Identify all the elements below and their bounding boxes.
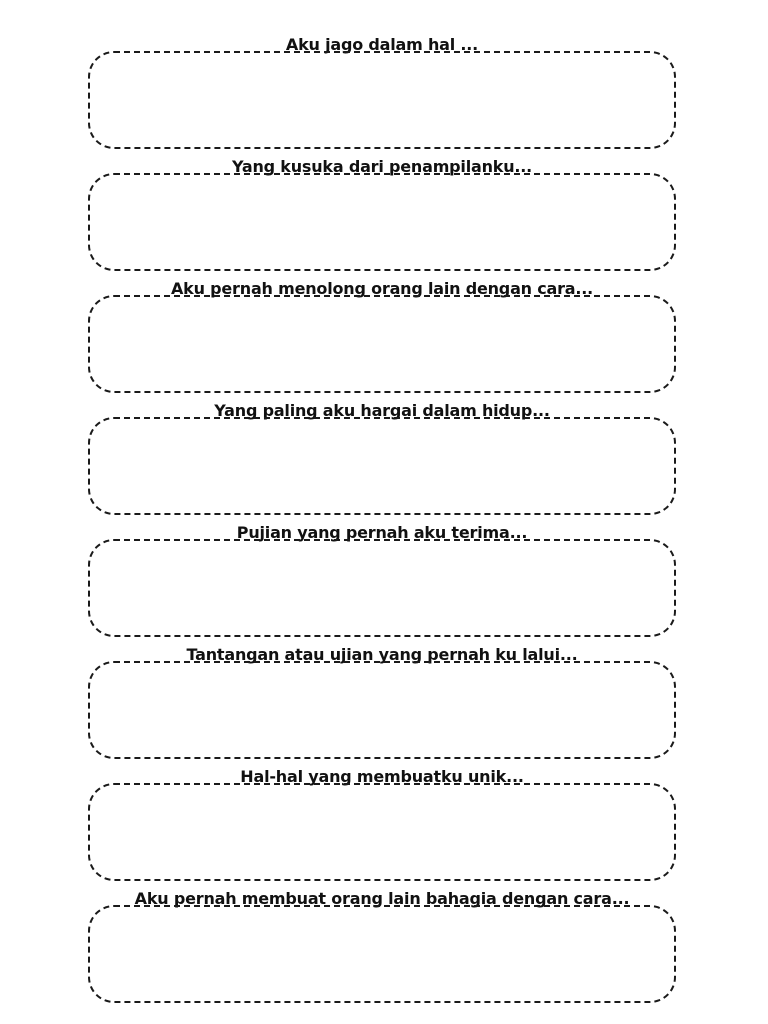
prompt-label: Tantangan atau ujian yang pernah ku lalui... <box>186 645 578 664</box>
answer-box[interactable] <box>88 661 676 759</box>
answer-box[interactable] <box>88 905 676 1003</box>
prompt-block-7 <box>88 768 676 880</box>
answer-box[interactable] <box>88 783 676 881</box>
answer-box[interactable] <box>88 539 676 637</box>
answer-box[interactable] <box>88 51 676 149</box>
prompt-block-8 <box>88 890 676 1002</box>
answer-box[interactable] <box>88 417 676 515</box>
prompt-label: Aku pernah membuat orang lain bahagia dengan cara... <box>134 889 630 908</box>
prompt-block-1 <box>88 36 676 148</box>
prompt-label: Aku pernah menolong orang lain dengan cara... <box>170 279 594 298</box>
prompt-block-2 <box>88 158 676 270</box>
prompt-label: Pujian yang pernah aku terima... <box>236 523 528 542</box>
prompt-block-5 <box>88 524 676 636</box>
prompt-label: Yang paling aku hargai dalam hidup... <box>214 401 550 420</box>
prompt-block-6 <box>88 646 676 758</box>
answer-box[interactable] <box>88 295 676 393</box>
prompt-label: Aku jago dalam hal ... <box>285 35 479 54</box>
prompt-block-3 <box>88 280 676 392</box>
prompt-label: Hal-hal yang membuatku unik... <box>240 767 524 786</box>
answer-box[interactable] <box>88 173 676 271</box>
prompt-label: Yang kusuka dari penampilanku... <box>231 157 533 176</box>
prompt-block-4 <box>88 402 676 514</box>
